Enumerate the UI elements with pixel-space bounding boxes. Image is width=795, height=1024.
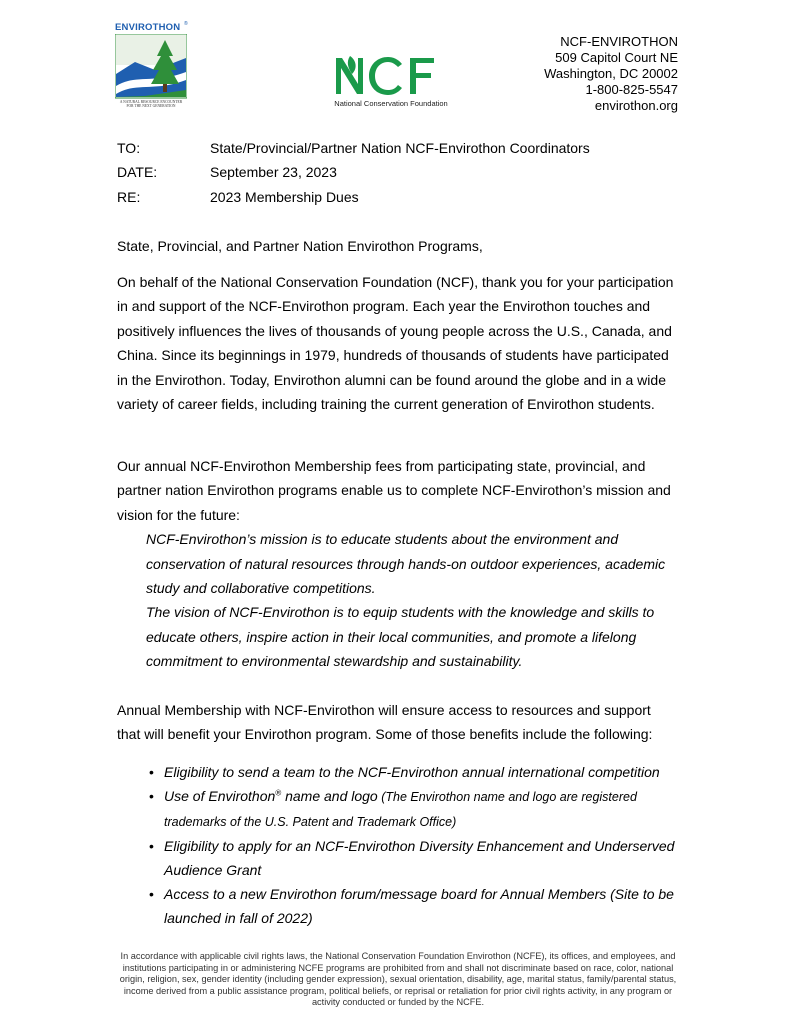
- memo-re-value: 2023 Membership Dues: [210, 189, 359, 205]
- address-city: Washington, DC 20002: [544, 66, 678, 81]
- memo-re-label: RE:: [117, 189, 141, 205]
- vision-statement: The vision of NCF-Envirothon is to equip students with the knowledge and skills to educate others, inspire action in their local communities, and promote a lifelong commitment to environmental stewardship and sustainability.: [146, 604, 655, 670]
- ncf-logo: [330, 52, 450, 112]
- benefit-item: [117, 882, 677, 930]
- envirothon-logo: [115, 22, 187, 116]
- ncf-logo-subtitle: National Conservation Foundation: [334, 99, 448, 108]
- benefit-text: Eligibility to send a team to the NCF-Envirothon annual international competition: [164, 764, 660, 780]
- benefit-text: Eligibility to apply for an NCF-Envirothon Diversity Enhancement and Underserved Audience Grant: [164, 838, 675, 878]
- envirothon-logo-tagline: A NATURAL RESOURCE ENCOUNTER FOR THE NEXT GENERATION: [119, 100, 183, 109]
- benefit-text: Use of Envirothon: [164, 788, 276, 804]
- paragraph-fees: Our annual NCF-Envirothon Membership fees from participating state, provincial, and partner nation Envirothon programs enable us to complete NCF-Envirothon’s mission and vision for the future:: [117, 458, 671, 523]
- memo-date-value: September 23, 2023: [210, 164, 337, 180]
- benefits-list: [117, 760, 677, 930]
- mission-statement: NCF-Envirothon’s mission is to educate students about the environment and conservation of natural resources through hands-on outdoor experiences, academic study and collaborative competitions.: [146, 531, 666, 597]
- paragraph-intro: On behalf of the National Conservation Foundation (NCF), thank you for your participation in and support of the NCF-Envirothon program. Each year the Envirothon touches and positively influences the lives of thousands of young people across the U.S., Canada, and China. Since its beginnings in 1979, hundreds of thousands of students have participated in the Envirothon. Today, Envirothon alumni can be found around the globe and in a wide variety of career fields, including training the current generation of Envirothon students.: [117, 274, 674, 413]
- memo-to-value: State/Provincial/Partner Nation NCF-Envirothon Coordinators: [210, 140, 590, 156]
- envirothon-logo-registered: ®: [184, 21, 188, 27]
- memo-date-label: DATE:: [117, 164, 158, 180]
- address-org: NCF-ENVIROTHON: [560, 34, 678, 49]
- civil-rights-footer: In accordance with applicable civil rights laws, the National Conservation Foundation Envirothon (NCFE), its offices, and employees, and institutions participating in or administering NCFE programs are prohibited from and shall not discriminate based on race, color, national origin, religion, sex, gender identity (including gender expression), sexual orientation, disability, age, marital status, family/parental status, income derived from a public assistance program, political beliefs, or reprisal or retaliation for prior civil rights activity, in any program or activity conducted or funded by the NCFE.: [119, 951, 677, 1008]
- address-website: envirothon.org: [594, 98, 678, 113]
- benefit-item: [117, 784, 677, 834]
- address-phone: 1-800-825-5547: [585, 82, 678, 97]
- salutation: State, Provincial, and Partner Nation Envirothon Programs,: [117, 238, 483, 254]
- bullet-icon: •: [149, 838, 154, 854]
- benefit-item: [117, 834, 677, 882]
- bullet-icon: •: [149, 788, 154, 804]
- envirothon-logo-name: ENVIROTHON: [115, 22, 181, 33]
- benefit-item: [117, 760, 677, 784]
- bullet-icon: •: [149, 764, 154, 780]
- benefit-note: (The Envirothon name and logo are registered trademarks of the U.S. Patent and Trademark Office): [164, 790, 637, 829]
- benefit-text: Access to a new Envirothon forum/message board for Annual Members (Site to be launched in fall of 2022): [164, 886, 674, 926]
- paragraph-benefits: Annual Membership with NCF-Envirothon will ensure access to resources and support that will benefit your Envirothon program. Some of those benefits include the following:: [117, 702, 653, 743]
- bullet-icon: •: [149, 886, 154, 902]
- registered-mark: ®: [275, 788, 282, 798]
- benefit-text-tail: name and logo: [281, 788, 378, 804]
- address-street: 509 Capitol Court NE: [555, 50, 678, 65]
- address-block: [544, 34, 678, 114]
- memo-to-label: TO:: [117, 140, 141, 156]
- ncf-logo-graphic: [330, 52, 450, 98]
